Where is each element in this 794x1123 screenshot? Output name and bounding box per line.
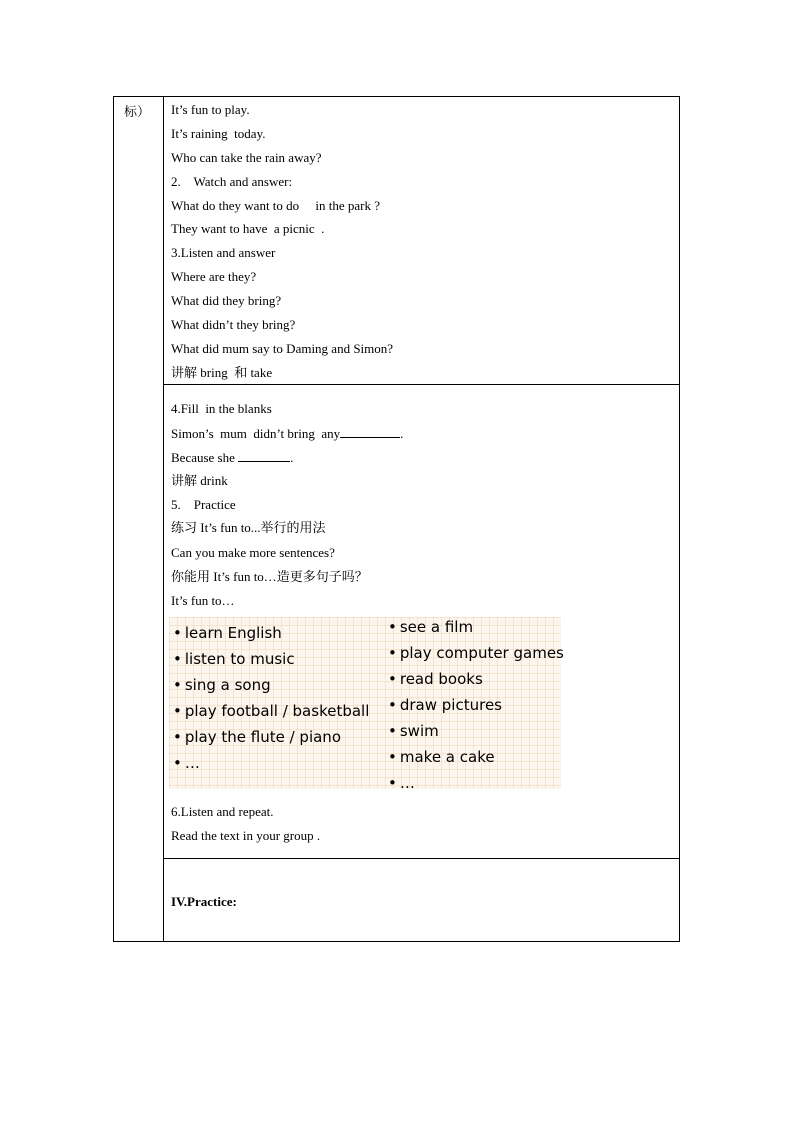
bullet-icon: • [388, 644, 397, 662]
phrase-item [173, 676, 271, 694]
text-line: They want to have a picnic . [171, 221, 325, 236]
phrase-text: play the flute / piano [184, 728, 341, 746]
phrase-item [173, 702, 369, 720]
text-line: What did mum say to Daming and Simon? [171, 341, 394, 356]
bullet-icon: • [173, 754, 182, 772]
text-line: Where are they? [171, 269, 257, 284]
phrase-item [388, 748, 495, 766]
fill-blank-end: . [400, 426, 404, 441]
bullet-icon: • [388, 722, 397, 740]
section-presentation [164, 97, 679, 385]
text-line: 练习 It’s fun to...举行的用法 [171, 520, 326, 535]
text-line: 4.Fill in the blanks [171, 401, 272, 416]
phrase-box [169, 617, 564, 792]
bullet-icon: • [173, 728, 182, 746]
bullet-icon: • [173, 702, 182, 720]
text-line: What did they bring? [171, 293, 282, 308]
text-line: 5. Practice [171, 497, 236, 512]
blank-underline [340, 425, 400, 438]
left-column [114, 97, 164, 941]
phrase-text: see a film [399, 618, 474, 636]
text-line: Can you make more sentences? [171, 545, 335, 560]
phrase-text: read books [399, 670, 483, 688]
phrase-text: sing a song [184, 676, 271, 694]
text-line: What didn’t they bring? [171, 317, 296, 332]
bullet-icon: • [388, 618, 397, 636]
phrase-text: swim [399, 722, 439, 740]
phrase-item [388, 670, 483, 688]
phrase-text: draw pictures [399, 696, 502, 714]
text-line: 讲解 bring 和 take [171, 365, 273, 380]
fill-blank-line-2 [171, 449, 293, 466]
text-line: 3.Listen and answer [171, 245, 276, 260]
phrase-item [388, 696, 502, 714]
left-column-label: 标） [124, 104, 151, 119]
phrase-item [388, 722, 439, 740]
text-line: What do they want to do in the park ? [171, 198, 381, 213]
phrase-text: … [184, 754, 200, 772]
phrase-text: … [399, 774, 415, 792]
fill-blank-line-1 [171, 425, 403, 442]
blank-underline [238, 449, 290, 462]
phrase-text: play football / basketball [184, 702, 370, 720]
lesson-table [113, 96, 680, 942]
phrase-item [173, 624, 282, 642]
text-line: 你能用 It’s fun to…造更多句子吗？ [171, 569, 368, 584]
phrase-item [173, 728, 341, 746]
text-line: Who can take the rain away? [171, 150, 322, 165]
text-line: 2. Watch and answer: [171, 174, 293, 189]
phrase-text: learn English [184, 624, 282, 642]
text-line: 讲解 drink [171, 473, 228, 488]
bullet-icon: • [173, 624, 182, 642]
phrase-item [388, 774, 415, 792]
text-line: It’s raining today. [171, 126, 266, 141]
fill-blank-end: . [290, 450, 294, 465]
bullet-icon: • [173, 676, 182, 694]
bullet-icon: • [173, 650, 182, 668]
section-iv-practice [164, 859, 679, 943]
fill-blank-text: Because she [171, 450, 239, 465]
text-line: It’s fun to play. [171, 102, 250, 117]
text-line: It’s fun to… [171, 593, 235, 608]
bullet-icon: • [388, 748, 397, 766]
phrase-item [388, 644, 564, 662]
text-line: Read the text in your group . [171, 828, 321, 843]
phrase-text: listen to music [184, 650, 295, 668]
phrase-item [173, 754, 200, 772]
phrase-item [388, 618, 473, 636]
bullet-icon: • [388, 696, 397, 714]
text-line: 6.Listen and repeat. [171, 804, 274, 819]
section-heading: IV.Practice: [171, 894, 237, 909]
phrase-text: play computer games [399, 644, 564, 662]
bullet-icon: • [388, 670, 397, 688]
bullet-icon: • [388, 774, 397, 792]
fill-blank-text: Simon’s mum didn’t bring any [171, 426, 341, 441]
phrase-item [173, 650, 295, 668]
phrase-text: make a cake [399, 748, 495, 766]
